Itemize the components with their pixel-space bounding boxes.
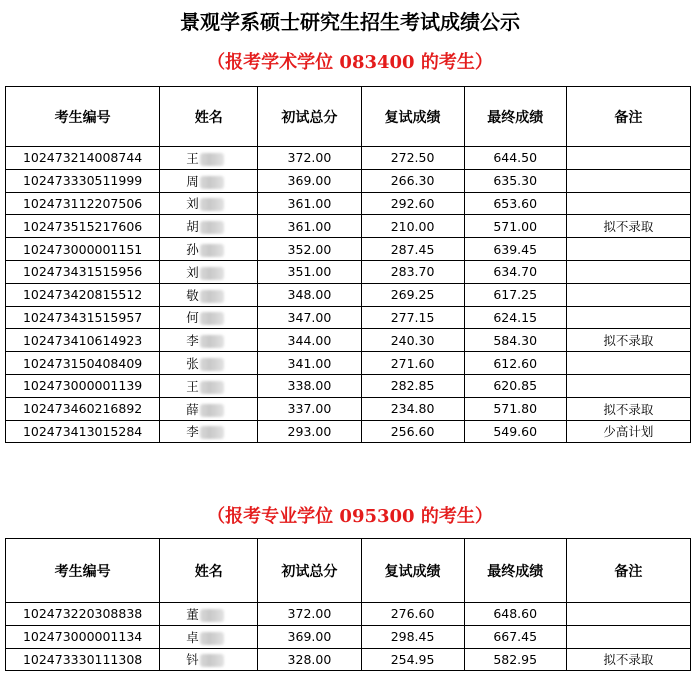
table-row — [6, 260, 691, 283]
candidate-id-cell: 102473410614923 — [6, 329, 160, 352]
retest-score-cell: 272.50 — [361, 147, 464, 170]
retest-score-cell: 240.30 — [361, 329, 464, 352]
name-cell — [160, 420, 258, 443]
section-subtitle-academic: （报考学术学位 083400 的考生） — [207, 52, 493, 73]
name-text: 董 — [186, 606, 199, 622]
section-subtitle-professional: （报考专业学位 095300 的考生） — [207, 506, 493, 527]
final-score-cell: 639.45 — [464, 238, 566, 261]
retest-score-cell: 282.85 — [361, 374, 464, 397]
final-score-cell: 582.95 — [464, 648, 566, 671]
final-score-cell: 571.00 — [464, 215, 566, 238]
name-text: 李 — [186, 424, 199, 440]
candidate-id-cell: 102473420815512 — [6, 283, 160, 306]
table-header-row — [6, 539, 691, 603]
retest-score-cell: 271.60 — [361, 352, 464, 375]
final-score-cell: 571.80 — [464, 397, 566, 420]
table-row — [6, 192, 691, 215]
initial-score-cell: 361.00 — [258, 215, 361, 238]
initial-score-cell: 372.00 — [258, 147, 361, 170]
name-text: 敬 — [186, 287, 199, 303]
note-cell: 拟不录取 — [566, 215, 690, 238]
initial-score-cell: 351.00 — [258, 260, 361, 283]
table-row — [6, 648, 691, 671]
redaction-blur — [200, 267, 224, 280]
header-retest-score: 复试成绩 — [361, 87, 464, 147]
table-row — [6, 283, 691, 306]
candidate-id-cell: 102473431515957 — [6, 306, 160, 329]
table-row — [6, 625, 691, 648]
name-text: 钭 — [186, 652, 199, 668]
name-cell — [160, 329, 258, 352]
note-cell: 拟不录取 — [566, 648, 690, 671]
note-cell: 拟不录取 — [566, 329, 690, 352]
table-row — [6, 603, 691, 626]
redaction-blur — [200, 632, 224, 645]
table-row — [6, 420, 691, 443]
redaction-blur — [200, 221, 224, 234]
retest-score-cell: 277.15 — [361, 306, 464, 329]
candidate-id-cell: 102473431515956 — [6, 260, 160, 283]
note-cell — [566, 603, 690, 626]
table-row — [6, 147, 691, 170]
table-row — [6, 374, 691, 397]
name-cell — [160, 169, 258, 192]
initial-score-cell: 372.00 — [258, 603, 361, 626]
header-candidate-id: 考生编号 — [6, 87, 160, 147]
note-cell — [566, 283, 690, 306]
candidate-id-cell: 102473000001134 — [6, 625, 160, 648]
header-final-score: 最终成绩 — [464, 539, 566, 603]
name-cell — [160, 147, 258, 170]
retest-score-cell: 292.60 — [361, 192, 464, 215]
initial-score-cell: 348.00 — [258, 283, 361, 306]
retest-score-cell: 254.95 — [361, 648, 464, 671]
name-cell — [160, 283, 258, 306]
candidate-id-cell: 102473330111308 — [6, 648, 160, 671]
redaction-blur — [200, 654, 224, 667]
table-row — [6, 238, 691, 261]
candidate-id-cell: 102473214008744 — [6, 147, 160, 170]
retest-score-cell: 256.60 — [361, 420, 464, 443]
initial-score-cell: 361.00 — [258, 192, 361, 215]
name-cell — [160, 238, 258, 261]
final-score-cell: 653.60 — [464, 192, 566, 215]
header-name: 姓名 — [160, 87, 258, 147]
header-note: 备注 — [566, 87, 690, 147]
final-score-cell: 549.60 — [464, 420, 566, 443]
retest-score-cell: 287.45 — [361, 238, 464, 261]
note-cell — [566, 260, 690, 283]
table-row — [6, 306, 691, 329]
candidate-id-cell: 102473000001151 — [6, 238, 160, 261]
retest-score-cell: 266.30 — [361, 169, 464, 192]
name-text: 刘 — [186, 264, 199, 280]
name-text: 周 — [186, 173, 199, 189]
retest-score-cell: 276.60 — [361, 603, 464, 626]
table-header-row — [6, 87, 691, 147]
note-cell: 少高计划 — [566, 420, 690, 443]
candidate-id-cell: 102473220308838 — [6, 603, 160, 626]
name-text: 卓 — [186, 629, 199, 645]
retest-score-cell: 269.25 — [361, 283, 464, 306]
initial-score-cell: 338.00 — [258, 374, 361, 397]
note-cell — [566, 147, 690, 170]
candidate-id-cell: 102473000001139 — [6, 374, 160, 397]
name-text: 刘 — [186, 196, 199, 212]
name-cell — [160, 625, 258, 648]
table-row — [6, 397, 691, 420]
redaction-blur — [200, 358, 224, 371]
name-text: 李 — [186, 333, 199, 349]
name-cell — [160, 397, 258, 420]
name-cell — [160, 260, 258, 283]
final-score-cell: 612.60 — [464, 352, 566, 375]
redaction-blur — [200, 335, 224, 348]
header-final-score: 最终成绩 — [464, 87, 566, 147]
redaction-blur — [200, 198, 224, 211]
initial-score-cell: 347.00 — [258, 306, 361, 329]
table-row — [6, 169, 691, 192]
initial-score-cell: 328.00 — [258, 648, 361, 671]
name-cell — [160, 603, 258, 626]
header-initial-score: 初试总分 — [258, 539, 361, 603]
name-text: 孙 — [186, 242, 199, 258]
redaction-blur — [200, 244, 224, 257]
retest-score-cell: 298.45 — [361, 625, 464, 648]
candidate-id-cell: 102473330511999 — [6, 169, 160, 192]
name-text: 薛 — [186, 401, 199, 417]
initial-score-cell: 369.00 — [258, 625, 361, 648]
candidate-id-cell: 102473112207506 — [6, 192, 160, 215]
note-cell — [566, 238, 690, 261]
note-cell: 拟不录取 — [566, 397, 690, 420]
name-cell — [160, 374, 258, 397]
header-initial-score: 初试总分 — [258, 87, 361, 147]
final-score-cell: 584.30 — [464, 329, 566, 352]
final-score-cell: 648.60 — [464, 603, 566, 626]
name-cell — [160, 192, 258, 215]
initial-score-cell: 341.00 — [258, 352, 361, 375]
name-cell — [160, 215, 258, 238]
initial-score-cell: 293.00 — [258, 420, 361, 443]
table-row — [6, 215, 691, 238]
note-cell — [566, 374, 690, 397]
final-score-cell: 624.15 — [464, 306, 566, 329]
header-retest-score: 复试成绩 — [361, 539, 464, 603]
final-score-cell: 635.30 — [464, 169, 566, 192]
initial-score-cell: 344.00 — [258, 329, 361, 352]
redaction-blur — [200, 426, 224, 439]
page-title: 景观学系硕士研究生招生考试成绩公示 — [180, 10, 520, 34]
initial-score-cell: 369.00 — [258, 169, 361, 192]
initial-score-cell: 352.00 — [258, 238, 361, 261]
name-text: 胡 — [186, 219, 199, 235]
results-table-professional — [5, 538, 691, 671]
note-cell — [566, 192, 690, 215]
retest-score-cell: 210.00 — [361, 215, 464, 238]
final-score-cell: 644.50 — [464, 147, 566, 170]
final-score-cell: 620.85 — [464, 374, 566, 397]
name-text: 张 — [186, 356, 199, 372]
redaction-blur — [200, 176, 224, 189]
header-candidate-id: 考生编号 — [6, 539, 160, 603]
name-text: 王 — [186, 150, 199, 166]
initial-score-cell: 337.00 — [258, 397, 361, 420]
table-row — [6, 329, 691, 352]
final-score-cell: 667.45 — [464, 625, 566, 648]
note-cell — [566, 169, 690, 192]
name-cell — [160, 648, 258, 671]
name-text: 王 — [186, 378, 199, 394]
redaction-blur — [200, 404, 224, 417]
retest-score-cell: 283.70 — [361, 260, 464, 283]
table-row — [6, 352, 691, 375]
name-cell — [160, 352, 258, 375]
header-note: 备注 — [566, 539, 690, 603]
candidate-id-cell: 102473150408409 — [6, 352, 160, 375]
note-cell — [566, 625, 690, 648]
final-score-cell: 634.70 — [464, 260, 566, 283]
redaction-blur — [200, 290, 224, 303]
header-name: 姓名 — [160, 539, 258, 603]
final-score-cell: 617.25 — [464, 283, 566, 306]
redaction-blur — [200, 381, 224, 394]
note-cell — [566, 352, 690, 375]
retest-score-cell: 234.80 — [361, 397, 464, 420]
candidate-id-cell: 102473413015284 — [6, 420, 160, 443]
results-table-academic — [5, 86, 691, 443]
redaction-blur — [200, 609, 224, 622]
name-text: 何 — [186, 310, 199, 326]
note-cell — [566, 306, 690, 329]
name-cell — [160, 306, 258, 329]
redaction-blur — [200, 312, 224, 325]
candidate-id-cell: 102473460216892 — [6, 397, 160, 420]
candidate-id-cell: 102473515217606 — [6, 215, 160, 238]
redaction-blur — [200, 153, 224, 166]
